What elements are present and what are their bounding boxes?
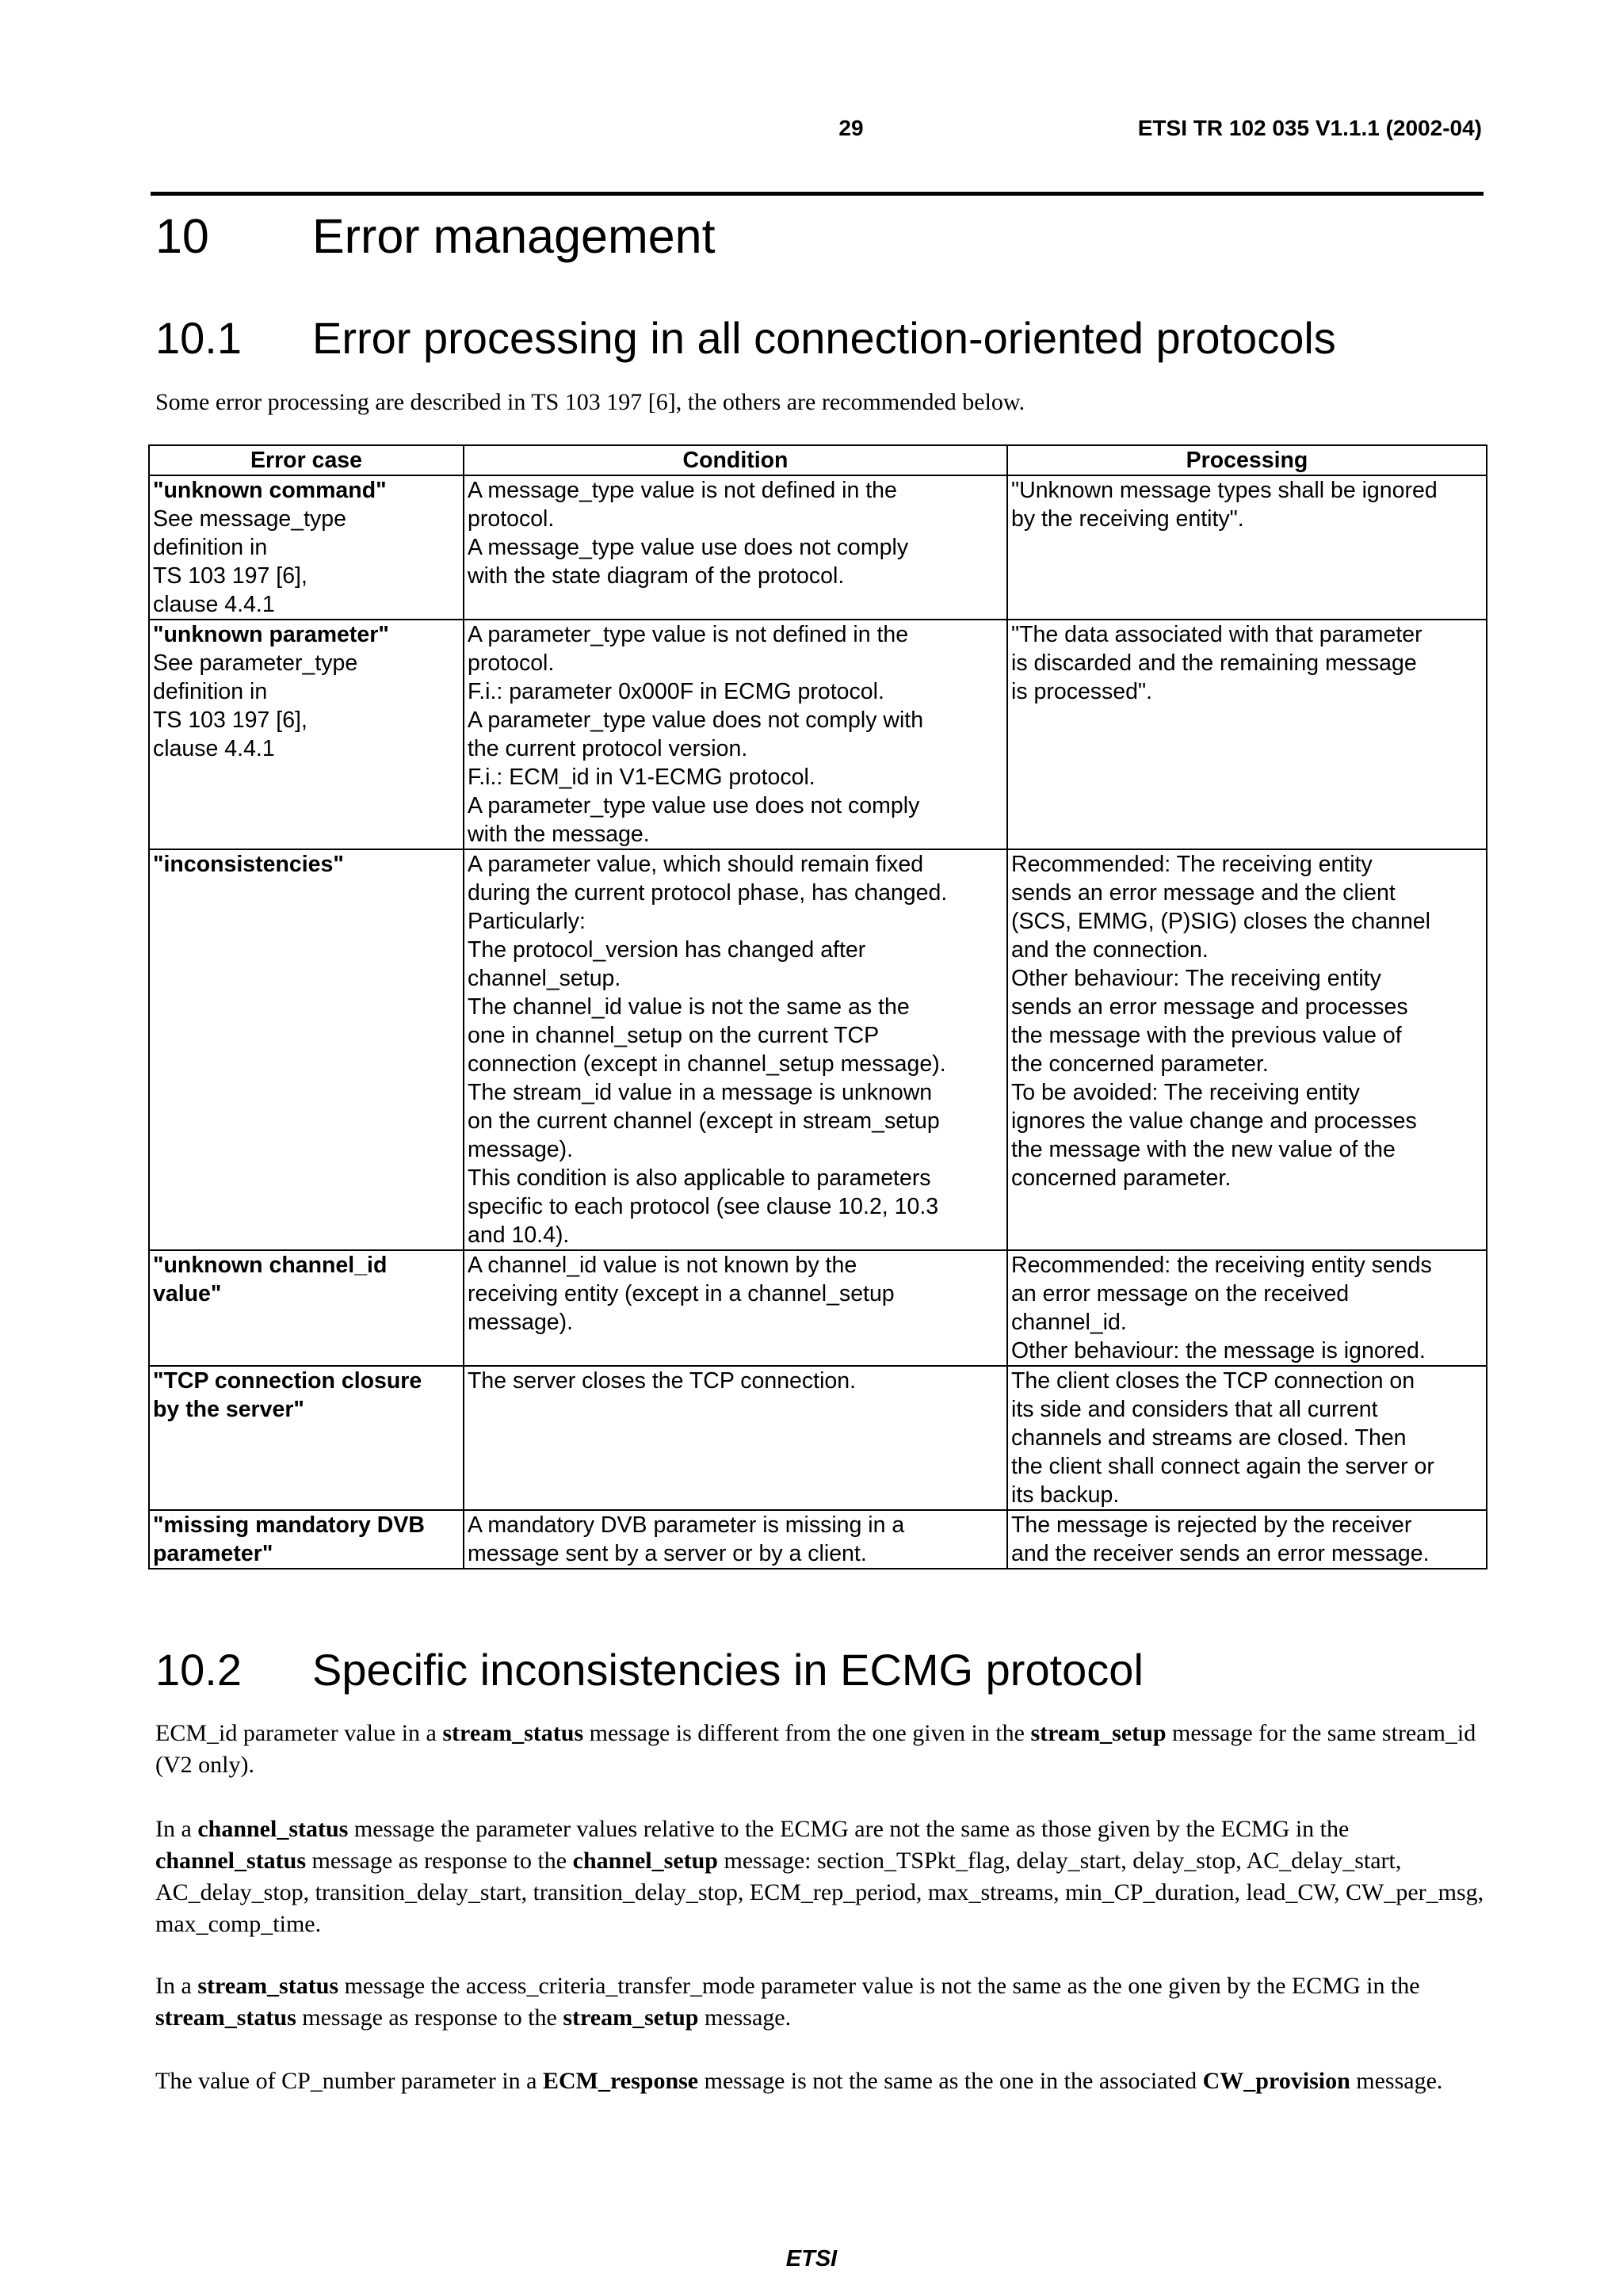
section-heading-10-1: [155, 311, 1487, 366]
error-table: [148, 444, 1487, 1569]
section-heading-10-2: [155, 1642, 1487, 1698]
intro-paragraph: Some error processing are described in TS 103 197 [6], the others are recommended below.: [155, 389, 1025, 415]
column-header-error-case: Error case: [149, 445, 464, 475]
table-row: [149, 1510, 1487, 1569]
paragraph-ecm-id: ECM_id parameter value in a stream_status message is different from the one given in the stream_setup message for the same stream_id (V2 only).: [155, 1720, 1476, 1778]
section-title: Error processing in all connection-oriented protocols: [312, 313, 1336, 363]
footer-etsi-label: ETSI: [785, 2246, 838, 2271]
table-header-row: [149, 445, 1487, 475]
error-case-detail: See message_type definition in TS 103 197 [6], clause 4.4.1: [153, 506, 346, 617]
error-case-title: "TCP connection closure by the server": [153, 1368, 422, 1422]
error-case-cell: [149, 849, 464, 1250]
error-case-title: "missing mandatory DVB parameter": [153, 1512, 425, 1566]
paragraph-cp-number: The value of CP_number parameter in a ECM_response message is not the same as the one in the associated CW_provision message.: [155, 2068, 1443, 2094]
condition-cell: The server closes the TCP connection.: [464, 1366, 1007, 1510]
table-row: [149, 1366, 1487, 1510]
error-case-title: "unknown parameter": [153, 622, 389, 647]
error-case-cell: [149, 620, 464, 849]
error-case-title: "unknown command": [153, 478, 387, 503]
section-title: Specific inconsistencies in ECMG protocol: [312, 1645, 1144, 1695]
processing-cell: Recommended: The receiving entity sends an error message and the client (SCS, EMMG, (P)SIG) closes the channel and the connection. Other behaviour: The receiving entity sends an error message and processes the message with the previous value of the concerned parameter. To be avoided: The receiving entity ignores the value change and processes the message with the new value of the concerned parameter.: [1007, 849, 1487, 1250]
column-header-processing: Processing: [1007, 445, 1487, 475]
section-heading-10: [155, 204, 1487, 268]
section-title: Error management: [312, 209, 716, 263]
document-reference: ETSI TR 102 035 V1.1.1 (2002-04): [1137, 116, 1482, 140]
error-case-cell: [149, 1250, 464, 1366]
processing-cell: The message is rejected by the receiver and the receiver sends an error message.: [1007, 1510, 1487, 1569]
paragraph-channel-status: In a channel_status message the parameter values relative to the ECMG are not the same as those given by the ECMG in the channel_status message as response to the channel_setup message: section_TSPkt_flag, delay_start, delay_stop, AC_delay_start, AC_delay_stop, transition_delay_start, transition_delay_stop, ECM_rep_period, max_streams, min_CP_duration, lead_CW, CW_per_msg, max_comp_time.: [155, 1816, 1484, 1937]
table-row: [149, 1250, 1487, 1366]
condition-cell: A parameter_type value is not defined in the protocol. F.i.: parameter 0x000F in ECMG protocol. A parameter_type value does not comply with the current protocol version. F.i.: ECM_id in V1-ECMG protocol. A parameter_type value use does not comply with the message.: [464, 620, 1007, 849]
page-number: 29: [838, 116, 864, 140]
error-case-cell: [149, 1366, 464, 1510]
column-header-condition: Condition: [464, 445, 1007, 475]
section-number: 10.2: [155, 1645, 242, 1695]
header-rule: [151, 192, 1484, 196]
table-row: [149, 849, 1487, 1250]
section-number: 10: [155, 209, 209, 263]
table-row: [149, 620, 1487, 849]
processing-cell: "The data associated with that parameter is discarded and the remaining message is processed".: [1007, 620, 1487, 849]
error-case-title: "inconsistencies": [153, 852, 344, 877]
condition-cell: A mandatory DVB parameter is missing in a message sent by a server or by a client.: [464, 1510, 1007, 1569]
table-row: [149, 475, 1487, 620]
condition-cell: A channel_id value is not known by the receiving entity (except in a channel_setup message).: [464, 1250, 1007, 1366]
processing-cell: The client closes the TCP connection on its side and considers that all current channels and streams are closed. Then the client shall connect again the server or its backup.: [1007, 1366, 1487, 1510]
error-case-cell: [149, 1510, 464, 1569]
error-case-title: "unknown channel_id value": [153, 1253, 388, 1306]
processing-cell: Recommended: the receiving entity sends an error message on the received channel_id. Other behaviour: the message is ignored.: [1007, 1250, 1487, 1366]
paragraph-stream-status: In a stream_status message the access_criteria_transfer_mode parameter value is not the same as the one given by the ECMG in the stream_status message as response to the stream_setup message.: [155, 1973, 1420, 2031]
condition-cell: A message_type value is not defined in the protocol. A message_type value use does not comply with the state diagram of the protocol.: [464, 475, 1007, 620]
processing-cell: "Unknown message types shall be ignored by the receiving entity".: [1007, 475, 1487, 620]
error-case-detail: See parameter_type definition in TS 103 197 [6], clause 4.4.1: [153, 650, 358, 761]
error-case-cell: [149, 475, 464, 620]
section-number: 10.1: [155, 313, 242, 363]
condition-cell: A parameter value, which should remain fixed during the current protocol phase, has changed. Particularly: The protocol_version has changed after channel_setup. The channel_id value is not the same as the one in channel_setup on the current TCP connection (except in channel_setup message). The stream_id value in a message is unknown on the current channel (except in stream_setup message). This condition is also applicable to parameters specific to each protocol (see clause 10.2, 10.3 and 10.4).: [464, 849, 1007, 1250]
page-header: [154, 116, 1482, 144]
